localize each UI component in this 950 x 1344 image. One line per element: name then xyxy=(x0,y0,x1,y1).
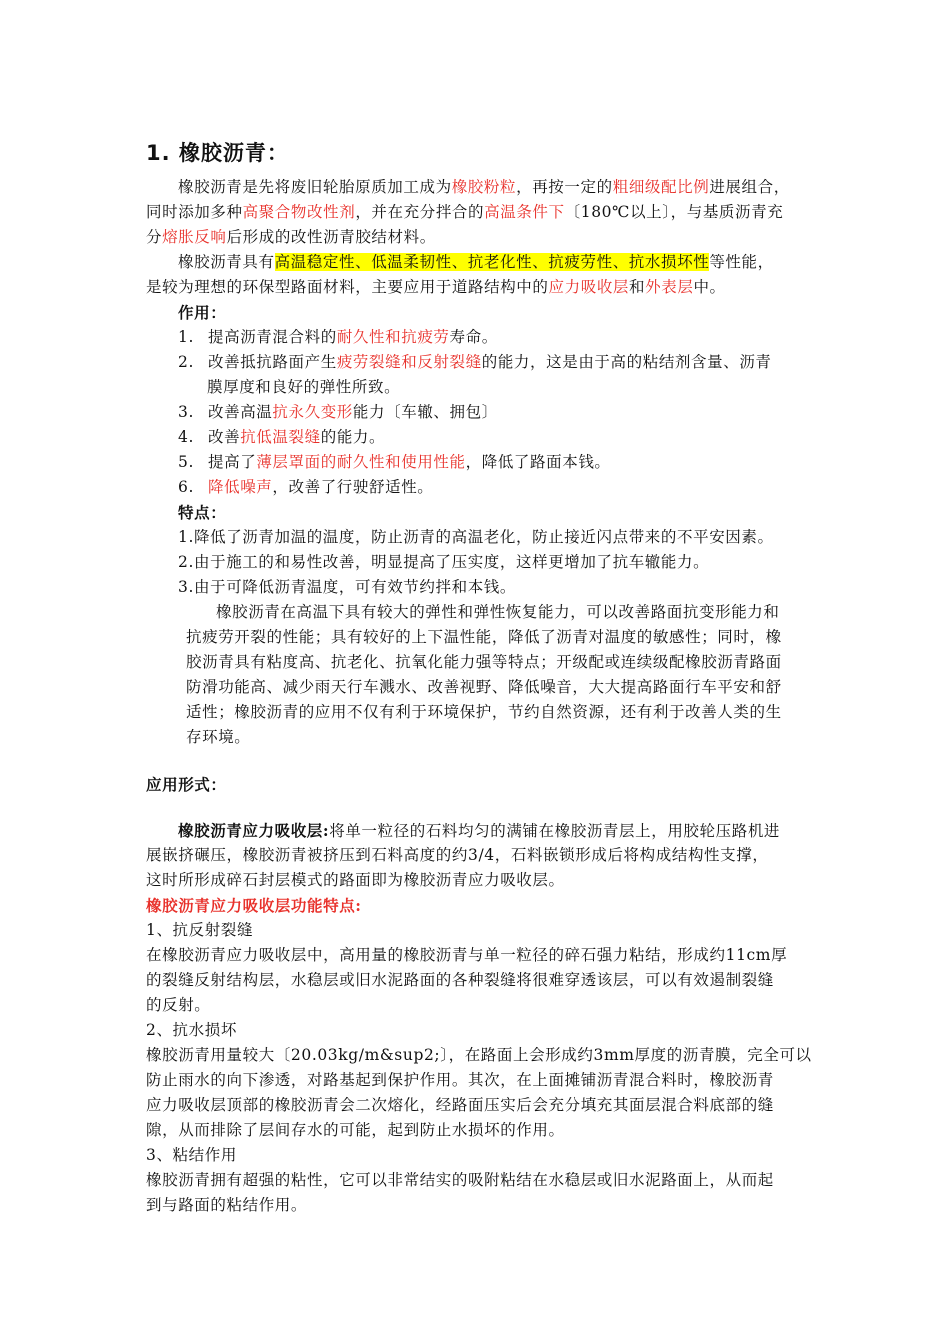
section-2-line-3: 应力吸收层顶部的橡胶沥青会二次熔化，经路面压实后会充分填充其面层混合料底部的缝 xyxy=(146,1096,774,1114)
sami-label: 橡胶沥青应力吸收层: xyxy=(178,821,330,840)
section-2-title: 2、抗水损坏 xyxy=(146,1021,237,1039)
section-1-line-3: 的反射。 xyxy=(146,996,211,1014)
term-sami: 应力吸收层 xyxy=(548,278,630,296)
highlighted-properties: 高温稳定性、低温柔韧性、抗老化性、抗疲劳性、抗水损坏性 xyxy=(274,253,710,271)
features-para-line-5: 适性；橡胶沥青的应用不仅有利于环境保护，节约自然资源，还有利于改善人类的生 xyxy=(186,703,782,721)
features-title: 特点： xyxy=(178,503,227,522)
section-1-line-2: 的裂缝反射结构层，水稳层或旧水泥路面的各种裂缝将很难穿透该层，可以有效遏制裂缝 xyxy=(146,971,774,989)
term-gradation: 粗细级配比例 xyxy=(612,178,710,196)
feature-item-1: 1.降低了沥青加温的温度，防止沥青的高温老化，防止接近闪点带来的不平安因素。 xyxy=(178,528,774,546)
effect-item-1: 1. 提高沥青混合料的耐久性和抗疲劳寿命。 xyxy=(178,328,498,346)
term-modifier: 高聚合物改性剂 xyxy=(242,203,356,221)
intro-line-3: 分熔胀反响后形成的改性沥青胶结材料。 xyxy=(146,228,436,246)
section-2-line-4: 隙，从而排除了层间存水的可能，起到防止水损坏的作用。 xyxy=(146,1121,565,1139)
term-surface: 外表层 xyxy=(645,278,694,296)
section-3-line-1: 橡胶沥青拥有超强的粘性，它可以非常结实的吸附粘结在水稳层或旧水泥路面上，从而起 xyxy=(146,1171,774,1189)
features-para-line-6: 存环境。 xyxy=(186,728,251,746)
features-para-line-1: 橡胶沥青在高温下具有较大的弹性和弹性恢复能力，可以改善路面抗变形能力和 xyxy=(216,603,780,621)
term-high-temp: 高温条件下 xyxy=(484,203,565,221)
effect-item-2-cont: 膜厚度和良好的弹性所致。 xyxy=(207,378,401,396)
effect-item-2: 2. 改善抵抗路面产生疲劳裂缝和反射裂缝的能力，这是由于高的粘结剂含量、沥青 xyxy=(178,353,772,371)
sami-line-1: 橡胶沥青应力吸收层:将单一粒径的石料均匀的满铺在橡胶沥青层上，用胶轮压路机进 xyxy=(178,821,781,840)
section-heading: 1. 橡胶沥青： xyxy=(146,141,289,165)
app-forms-title: 应用形式： xyxy=(146,775,227,794)
features-para-line-2: 抗疲劳开裂的性能；具有较好的上下温性能，降低了沥青对温度的敏感性；同时，橡 xyxy=(186,628,782,646)
section-3-title: 3、粘结作用 xyxy=(146,1146,237,1164)
effect-item-5: 5. 提高了薄层罩面的耐久性和使用性能，降低了路面本钱。 xyxy=(178,453,611,471)
effect-item-4: 4. 改善抗低温裂缝的能力。 xyxy=(178,428,386,446)
section-3-line-2: 到与路面的粘结作用。 xyxy=(146,1196,308,1214)
sami-line-2: 展嵌挤碾压，橡胶沥青被挤压到石料高度的约3/4，石料嵌锁形成后将构成结构性支撑， xyxy=(146,846,769,864)
intro-line-4: 橡胶沥青具有高温稳定性、低温柔韧性、抗老化性、抗疲劳性、抗水损坏性等性能， xyxy=(178,253,774,271)
sami-features-title: 橡胶沥青应力吸收层功能特点: xyxy=(146,896,362,915)
section-2-line-2: 防止雨水的向下渗透，对路基起到保护作用。其次，在上面摊铺沥青混合料时，橡胶沥青 xyxy=(146,1071,774,1089)
effect-item-6: 6. 降低噪声，改善了行驶舒适性。 xyxy=(178,478,434,496)
section-1-title: 1、抗反射裂缝 xyxy=(146,921,254,939)
features-para-line-4: 防滑功能高、减少雨天行车溅水、改善视野、降低噪音，大大提高路面行车平安和舒 xyxy=(186,678,782,696)
section-1-line-1: 在橡胶沥青应力吸收层中，高用量的橡胶沥青与单一粒径的碎石强力粘结，形成约11cm厚 xyxy=(146,946,788,964)
intro-line-1: 橡胶沥青是先将废旧轮胎原质加工成为橡胶粉粒，再按一定的粗细级配比例进展组合， xyxy=(178,178,790,196)
effect-item-3: 3. 改善高温抗永久变形能力〔车辙、拥包〕 xyxy=(178,403,498,421)
sami-line-3: 这时所形成碎石封层模式的路面即为橡胶沥青应力吸收层。 xyxy=(146,871,565,889)
section-2-line-1: 橡胶沥青用量较大〔20.03kg/m&sup2;〕，在路面上会形成约3mm厚度的沥青膜，完全可以 xyxy=(146,1046,812,1064)
intro-line-5: 是较为理想的环保型路面材料，主要应用于道路结构中的应力吸收层和外表层中。 xyxy=(146,278,726,296)
effects-title: 作用： xyxy=(178,303,227,322)
term-rubber-powder: 橡胶粉粒 xyxy=(451,178,517,196)
feature-item-3: 3.由于可降低沥青温度，可有效节约拌和本钱。 xyxy=(178,578,516,596)
intro-line-2: 同时添加多种高聚合物改性剂，并在充分拌合的高温条件下〔180℃以上〕，与基质沥青充 xyxy=(146,203,784,221)
term-swelling: 熔胀反响 xyxy=(162,228,227,246)
feature-item-2: 2.由于施工的和易性改善，明显提高了压实度，这样更增加了抗车辙能力。 xyxy=(178,553,710,571)
features-para-line-3: 胶沥青具有粘度高、抗老化、抗氧化能力强等特点；开级配或连续级配橡胶沥青路面 xyxy=(186,653,782,671)
